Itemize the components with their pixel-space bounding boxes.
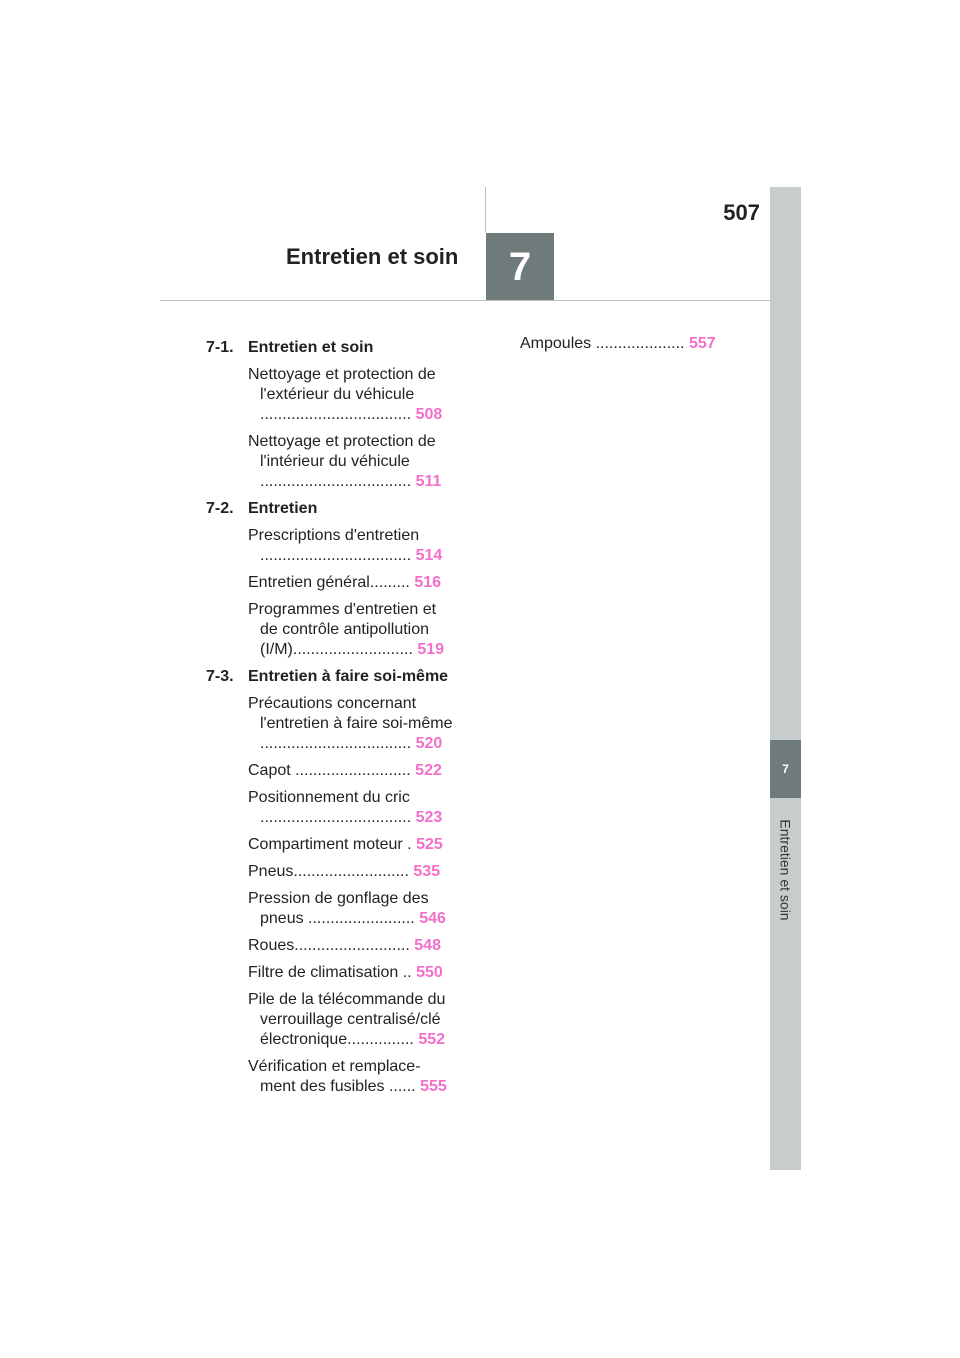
toc-entry[interactable] xyxy=(248,365,474,425)
entry-title-line: pneus ........................ xyxy=(260,910,415,927)
entry-title-line: l'intérieur du véhicule xyxy=(260,453,410,470)
entry-title: Compartiment moteur . xyxy=(248,836,412,853)
entry-title-line: Vérification et remplace- xyxy=(248,1058,421,1075)
toc-section-7-3 xyxy=(206,667,474,687)
side-chapter-label xyxy=(770,800,801,940)
side-label-text: Entretien et soin xyxy=(777,819,794,921)
entry-title: Capot .......................... xyxy=(248,762,411,779)
entry-leader-dots: .................................. xyxy=(260,735,412,752)
entry-title-line: Pression de gonflage des xyxy=(248,890,429,907)
entry-page-link[interactable]: 514 xyxy=(415,547,443,564)
entry-title: Filtre de climatisation .. xyxy=(248,964,412,981)
entry-page-link[interactable]: 525 xyxy=(416,836,443,853)
toc-entry[interactable] xyxy=(248,889,474,929)
entry-title-line: électronique............... xyxy=(260,1031,414,1048)
toc-section-7-2 xyxy=(206,499,474,519)
entry-page-link[interactable]: 519 xyxy=(417,641,445,658)
entry-title-line: Précautions concernant xyxy=(248,695,417,712)
toc-entry[interactable] xyxy=(520,334,740,354)
chapter-number-box xyxy=(486,233,554,301)
side-chapter-tab[interactable] xyxy=(770,740,801,798)
entry-page-link[interactable]: 523 xyxy=(415,809,443,826)
toc-entry[interactable] xyxy=(248,432,474,492)
toc-entry[interactable] xyxy=(248,963,474,983)
entry-title-line: ment des fusibles ...... xyxy=(260,1078,416,1095)
entry-title-line: Nettoyage et protection de xyxy=(248,366,436,383)
entry-leader-dots: .................................. xyxy=(260,809,412,826)
entry-title: Pneus.......................... xyxy=(248,863,409,880)
entry-title: Entretien général......... xyxy=(248,574,410,591)
entry-page-link[interactable]: 516 xyxy=(414,574,442,591)
side-thumb-strip xyxy=(770,187,801,1170)
toc-entry[interactable] xyxy=(248,936,474,956)
entry-leader-dots: .................................. xyxy=(260,547,412,564)
chapter-number: 7 xyxy=(508,244,532,289)
section-title: Entretien et soin xyxy=(248,339,374,356)
entry-page-link[interactable]: 535 xyxy=(413,863,441,880)
side-tab-number: 7 xyxy=(782,762,789,776)
toc-entry[interactable] xyxy=(248,862,474,882)
toc-section-7-1 xyxy=(206,338,474,358)
toc-entry[interactable] xyxy=(248,990,474,1050)
entry-leader-dots: .................................. xyxy=(260,406,412,423)
entry-page-link[interactable]: 520 xyxy=(415,735,443,752)
toc-entry[interactable] xyxy=(248,1057,474,1097)
header-divider-vertical xyxy=(485,187,486,233)
entry-title-line: Positionnement du cric xyxy=(248,789,410,806)
toc-entry[interactable] xyxy=(248,761,474,781)
section-number: 7-2. xyxy=(206,500,234,517)
entry-page-link[interactable]: 511 xyxy=(415,473,442,490)
entry-title-line: Pile de la télécommande du xyxy=(248,991,446,1008)
header-divider-horizontal xyxy=(160,300,770,301)
toc-entry[interactable] xyxy=(248,526,474,566)
section-number: 7-1. xyxy=(206,339,234,356)
toc-right-column xyxy=(520,334,740,361)
entry-page-link[interactable]: 522 xyxy=(415,762,442,779)
page-number: 507 xyxy=(723,200,760,225)
entry-title-line: de contrôle antipollution xyxy=(260,621,430,638)
toc-entry[interactable] xyxy=(248,573,474,593)
entry-title-line: (I/M)........................... xyxy=(260,641,413,658)
section-title: Entretien xyxy=(248,500,318,517)
toc-entry[interactable] xyxy=(248,788,474,828)
entry-title-line: verrouillage centralisé/clé xyxy=(260,1011,441,1028)
entry-title-line: Prescriptions d'entretien xyxy=(248,527,420,544)
toc-entry[interactable] xyxy=(248,600,474,660)
toc-left-column xyxy=(206,338,474,1104)
entry-title-line: l'extérieur du véhicule xyxy=(260,386,415,403)
toc-entry[interactable] xyxy=(248,835,474,855)
entry-page-link[interactable]: 552 xyxy=(418,1031,446,1048)
entry-leader-dots: .................................. xyxy=(260,473,412,490)
entry-page-link[interactable]: 508 xyxy=(415,406,443,423)
section-number: 7-3. xyxy=(206,668,234,685)
entry-page-link[interactable]: 548 xyxy=(414,937,441,954)
entry-title-line: Nettoyage et protection de xyxy=(248,433,436,450)
entry-page-link[interactable]: 557 xyxy=(688,335,716,352)
entry-page-link[interactable]: 546 xyxy=(419,910,446,927)
chapter-title: Entretien et soin xyxy=(286,244,459,269)
entry-title: Ampoules .................... xyxy=(520,335,685,352)
entry-title: Roues.......................... xyxy=(248,937,410,954)
entry-title-line: l'entretien à faire soi-même xyxy=(260,715,453,732)
entry-page-link[interactable]: 555 xyxy=(420,1078,447,1095)
toc-entry[interactable] xyxy=(248,694,474,754)
entry-title-line: Programmes d'entretien et xyxy=(248,601,437,618)
section-title: Entretien à faire soi-même xyxy=(248,668,449,685)
entry-page-link[interactable]: 550 xyxy=(416,964,443,981)
